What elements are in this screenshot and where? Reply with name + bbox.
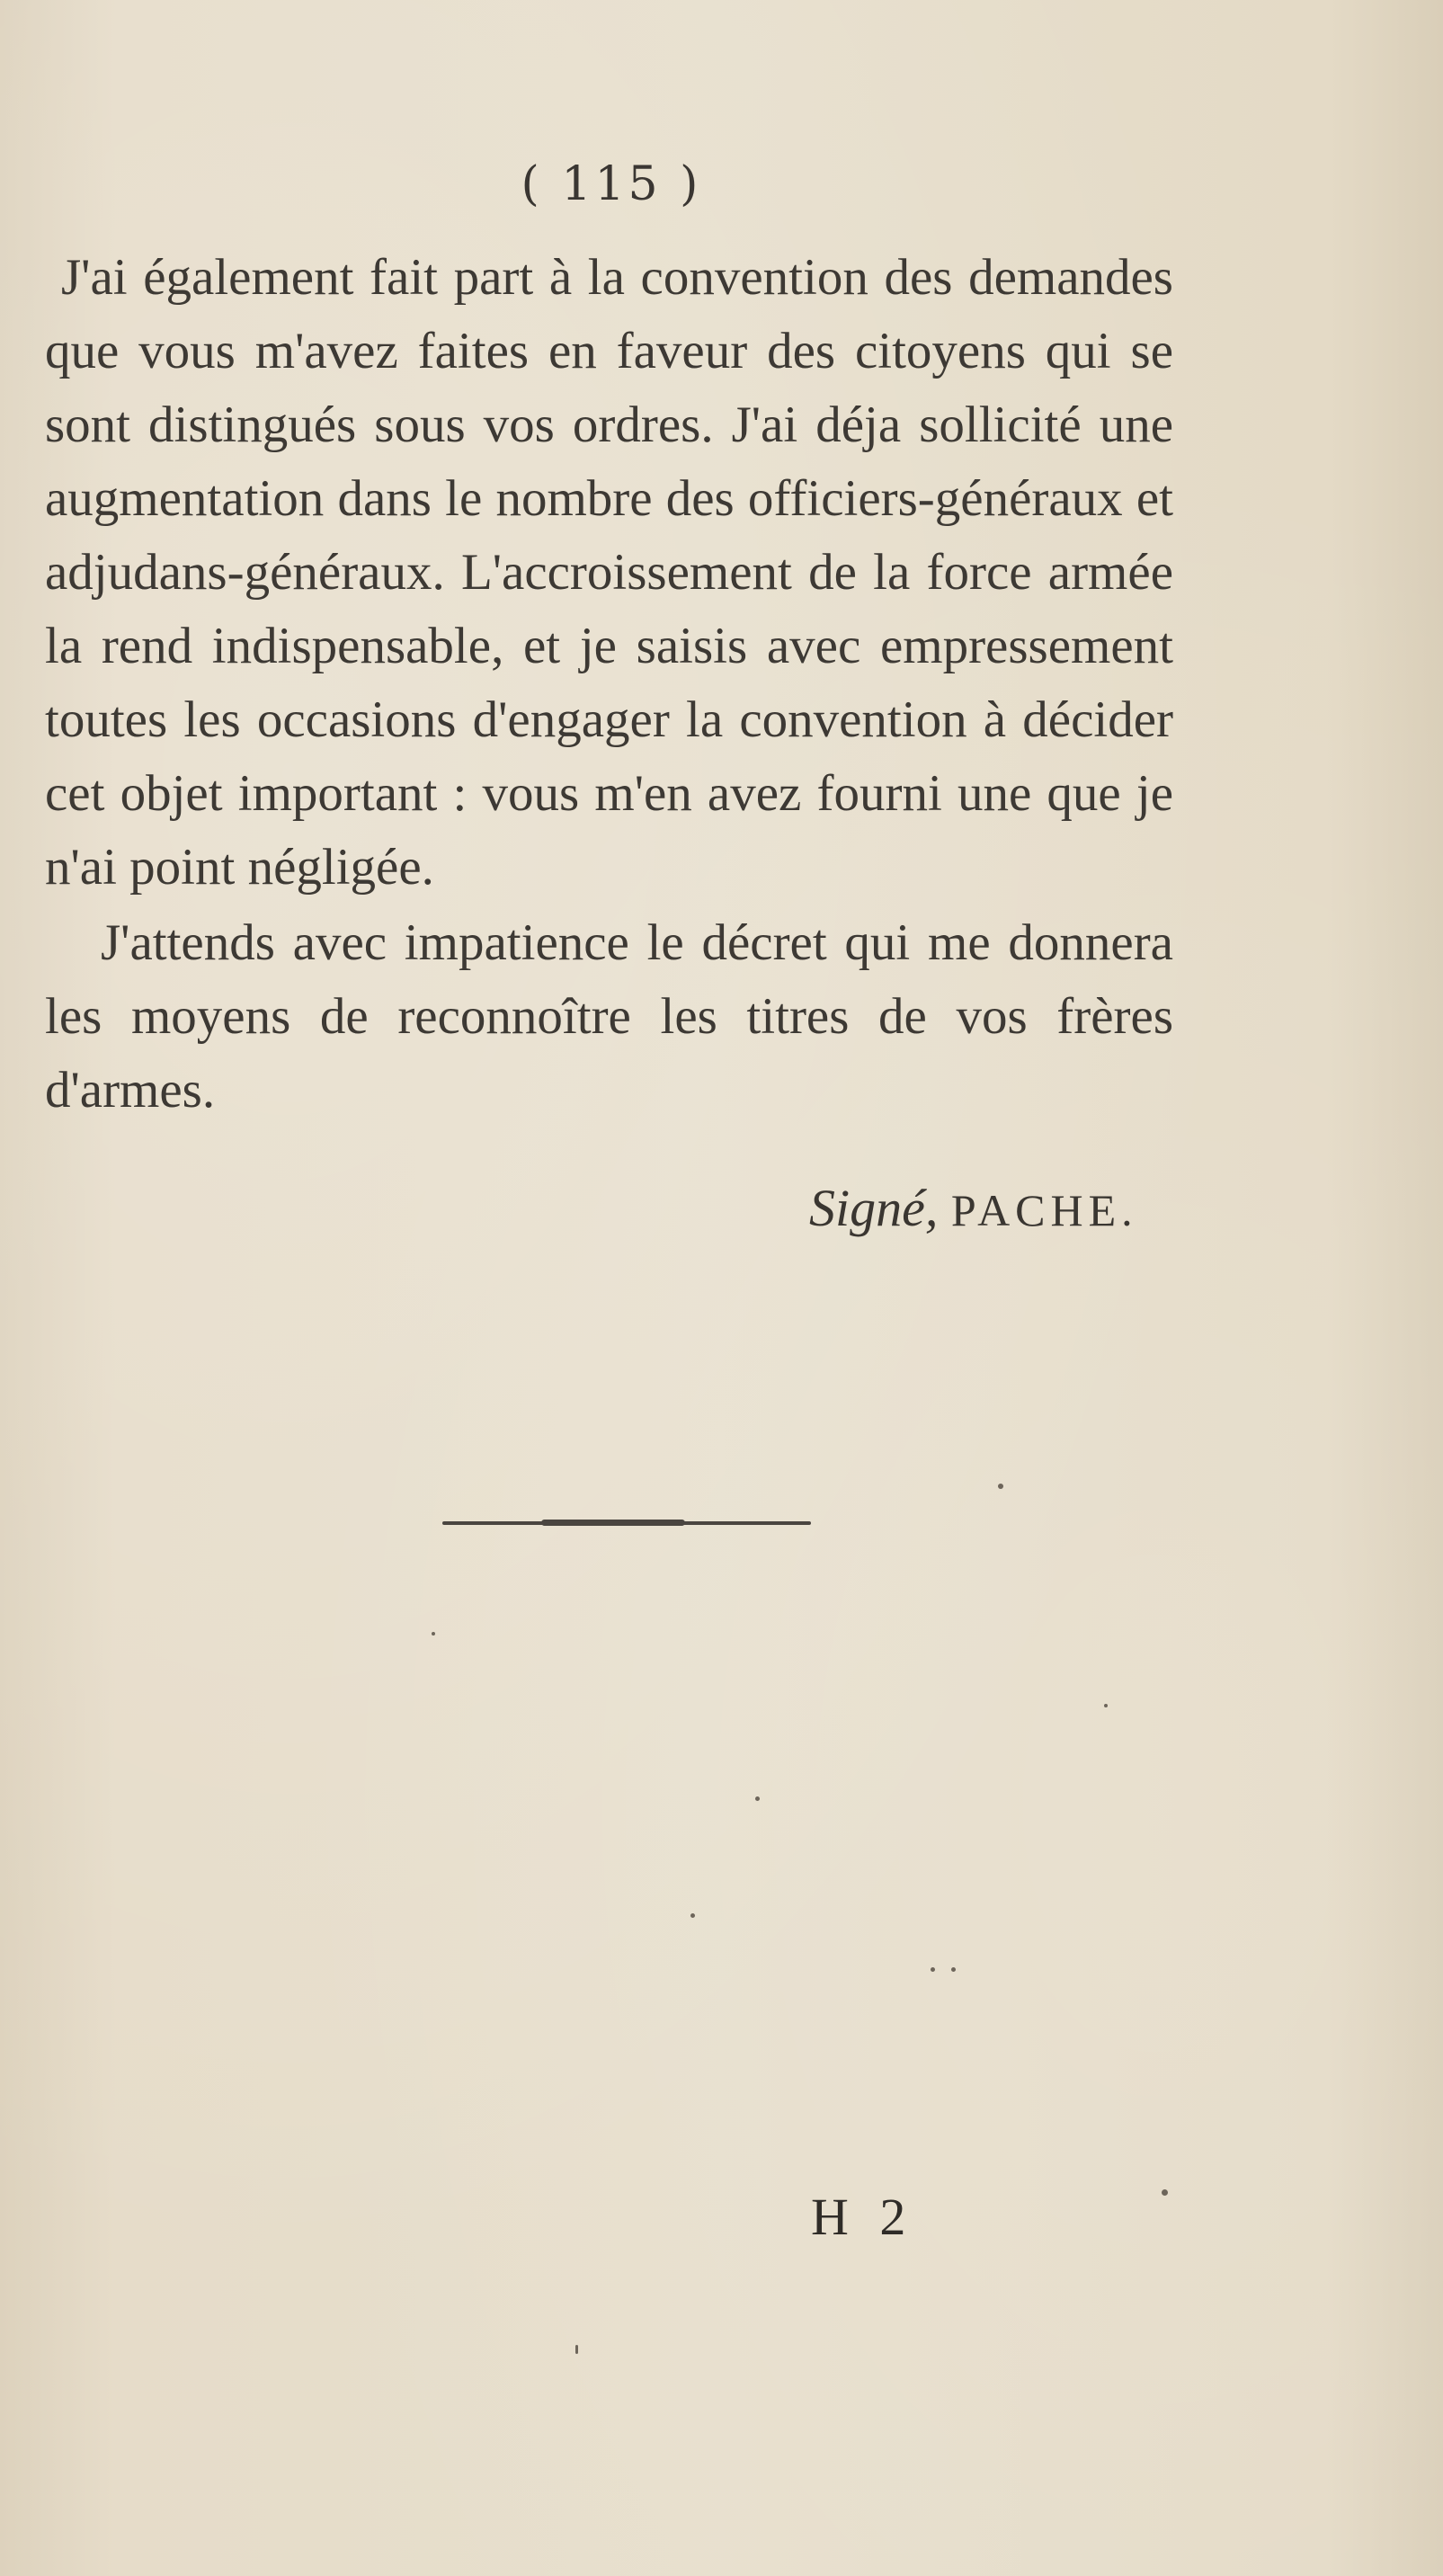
paper-speck	[432, 1632, 435, 1636]
paper-speck	[755, 1796, 760, 1801]
paper-speck	[1162, 2189, 1168, 2196]
page-number: ( 115 )	[521, 157, 702, 211]
letter-body	[45, 241, 1173, 1128]
paper-speck	[575, 2345, 578, 2354]
paragraph-1: J'ai également fait part à la convention des demandes que vous m'avez faites en faveur des citoyens qui se sont distingués sous vos ordres. J'ai déja sollicité une augmentation dans le nombre des officiers-généraux et adjudans-généraux. L'accroissement de la force armée la rend indispensable, et je saisis avec empressement toutes les occasions d'engager la convention à décider cet objet important : vous m'en avez fourni une que je n'ai point négligée.	[45, 249, 1173, 896]
signature-label: Signé,	[809, 1179, 939, 1237]
paper-speck	[690, 1913, 695, 1918]
signature	[809, 1178, 1138, 1238]
paragraph-2: J'attends avec impatience le décret qui me donnera les moyens de reconnoître les titres de vos frères d'armes.	[45, 914, 1173, 1119]
paper-speck	[998, 1484, 1003, 1489]
ornamental-rule	[442, 1521, 811, 1525]
paper-speck	[951, 1967, 956, 1972]
paper-speck	[1104, 1704, 1108, 1707]
printer-signature-mark: H 2	[811, 2188, 915, 2246]
signature-name: PACHE.	[950, 1185, 1138, 1235]
paper-speck	[931, 1967, 935, 1972]
